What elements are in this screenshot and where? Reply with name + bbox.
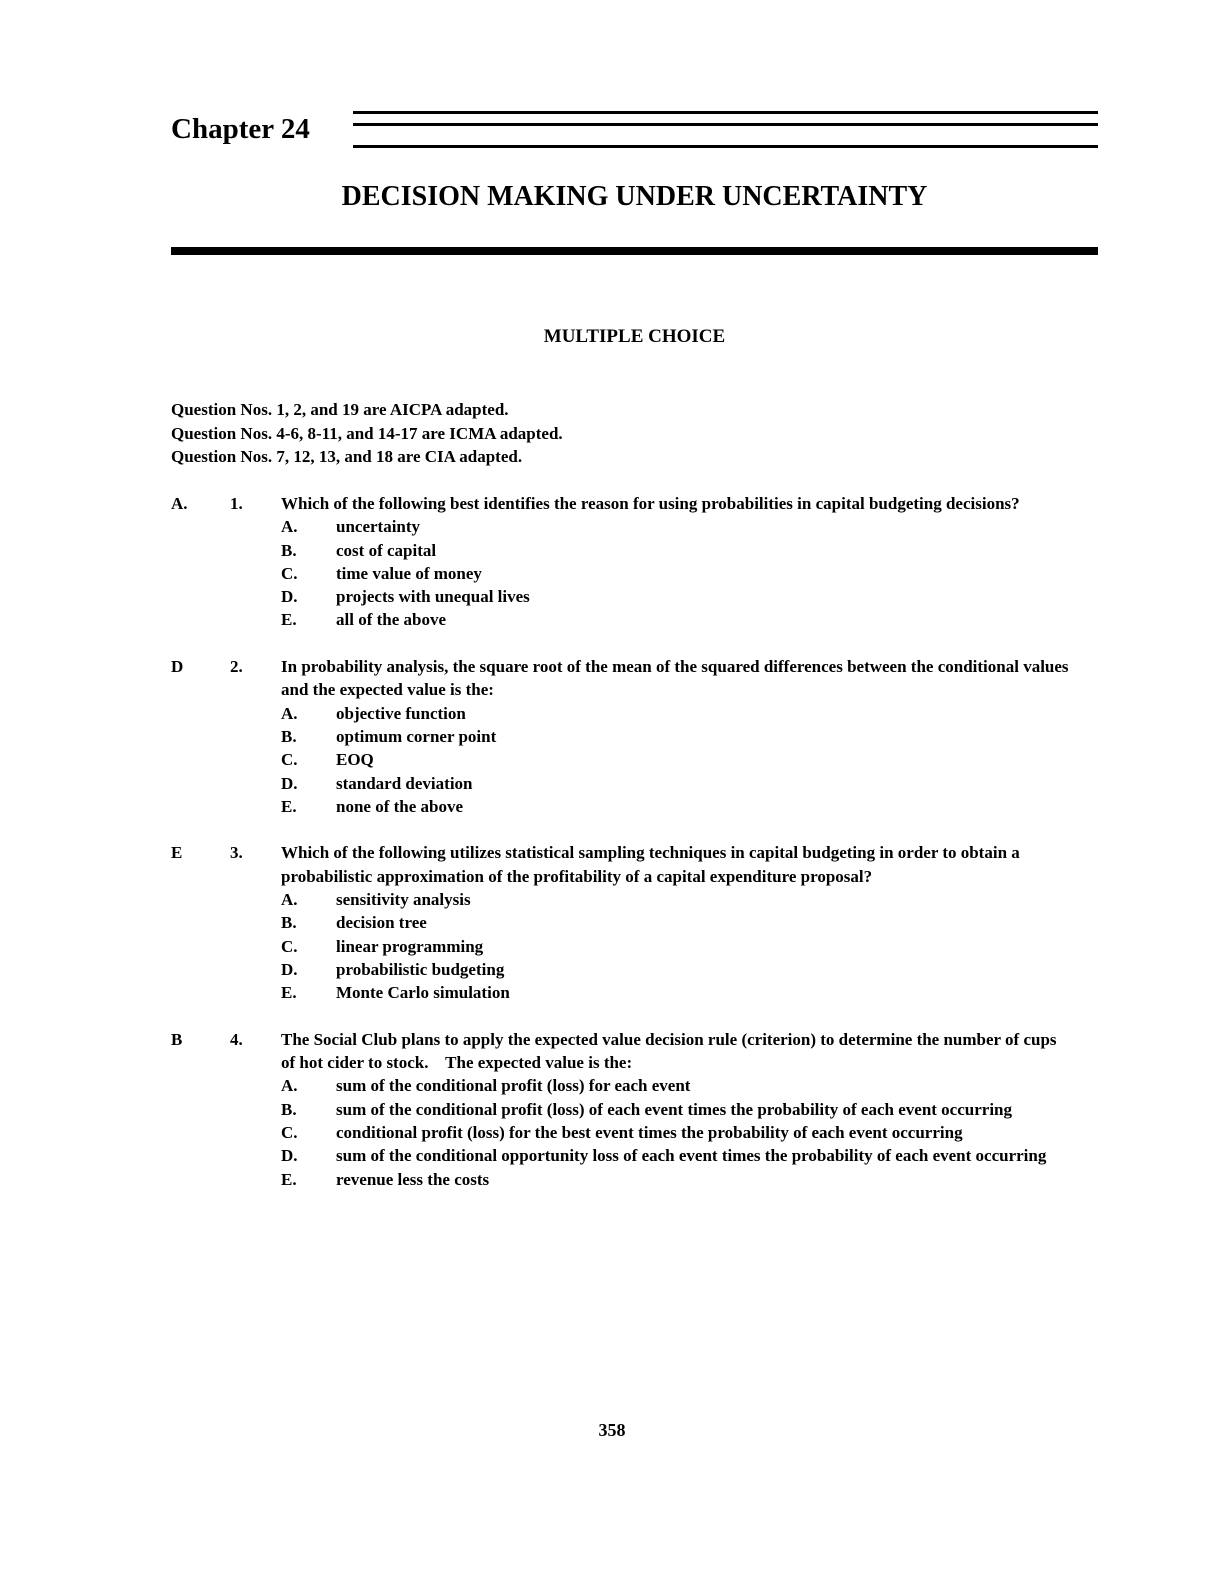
question-text: The Social Club plans to apply the expected value decision rule (criterion) to determine the number of cups of hot cider to stock. The expected value is the: [281,1029,1061,1073]
header-rule-top [353,111,1098,114]
option-text: decision tree [336,913,427,933]
option [281,888,1071,911]
option-text: revenue less the costs [336,1169,490,1189]
option-letter: B. [281,1099,297,1119]
option-letter: B. [281,726,297,746]
source-line: Question Nos. 1, 2, and 19 are AICPA adapted. [171,400,509,419]
option-letter: D. [281,773,298,793]
question-text: Which of the following best identifies the reason for using probabilities in capital budgeting decisions? [281,494,1020,513]
source-line: Question Nos. 7, 12, 13, and 18 are CIA adapted. [171,447,523,466]
option-text: optimum corner point [336,726,497,746]
option-letter: C. [281,1123,298,1143]
option-letter: D. [281,1146,298,1166]
option-text: cost of capital [336,540,437,560]
option [281,539,1071,562]
option [281,958,1071,981]
option [281,562,1071,585]
option-text: uncertainty [336,517,421,537]
option [281,748,1071,771]
option-letter: C. [281,563,298,583]
answer-key: E [171,843,183,863]
answer-key: B [171,1029,183,1049]
question-number: 2. [230,657,243,677]
option-letter: C. [281,936,298,956]
option-letter: A. [281,1076,298,1096]
option [281,1074,1071,1097]
option-letter: A. [281,703,298,723]
header-rule-bottom [353,145,1098,148]
question-text: In probability analysis, the square root of the mean of the squared differences between the conditional values and the expected value is the: [281,657,1069,700]
option [281,1168,1071,1191]
answer-key: A. [171,494,188,513]
option-letter: A. [281,517,298,537]
option-text: probabilistic budgeting [336,959,505,979]
question-body [281,1028,1071,1191]
question-number: 1. [230,494,243,513]
option-text: EOQ [336,750,374,770]
option-letter: A. [281,890,298,910]
option-text: objective function [336,703,466,723]
question-body [281,841,1071,1004]
option [281,725,1071,748]
title-divider [171,247,1098,255]
question-number: 4. [230,1029,243,1049]
option-text: all of the above [336,610,447,630]
header-rule-middle [353,123,1098,126]
option-letter: B. [281,540,297,560]
question-sources [171,398,563,469]
question-list [171,492,1071,1214]
option-letter: B. [281,913,297,933]
option [281,1098,1071,1121]
question-body [281,655,1071,818]
question-2 [171,655,1071,818]
option [281,585,1071,608]
option-letter: E. [281,983,297,1003]
option [281,608,1071,631]
option-text: sensitivity analysis [336,890,471,910]
question-4 [171,1028,1071,1191]
page-number: 358 [598,1420,626,1440]
option [281,1121,1071,1144]
option-letter: C. [281,750,298,770]
question-1 [171,492,1071,632]
option-text: sum of the conditional profit (loss) for each event [336,1076,691,1096]
chapter-title: DECISION MAKING UNDER UNCERTAINTY [341,181,928,212]
option-text: conditional profit (loss) for the best event times the probability of each event occurring [336,1123,963,1143]
option-text: sum of the conditional profit (loss) of each event times the probability of each event occurring [336,1099,1012,1119]
option-letter: E. [281,610,297,630]
chapter-label: Chapter 24 [171,113,310,145]
option-letter: E. [281,796,297,816]
option [281,1144,1071,1167]
option-text: time value of money [336,563,482,583]
option-letter: D. [281,587,298,607]
option-text: Monte Carlo simulation [336,983,510,1003]
option-letter: E. [281,1169,297,1189]
option-letter: D. [281,959,298,979]
option-text: standard deviation [336,773,473,793]
question-3 [171,841,1071,1004]
option-text: projects with unequal lives [336,587,530,607]
option [281,772,1071,795]
option [281,702,1071,725]
option-text: linear programming [336,936,484,956]
option [281,795,1071,818]
question-body [281,492,1071,632]
section-title: MULTIPLE CHOICE [543,326,726,347]
question-text: Which of the following utilizes statistical sampling techniques in capital budgeting in order to obtain a probabilistic approximation of the profitability of a capital expenditure proposal? [281,843,1020,886]
option [281,515,1071,538]
option [281,911,1071,934]
option-text: sum of the conditional opportunity loss of each event times the probability of each event occurring [336,1146,1047,1166]
source-line: Question Nos. 4-6, 8-11, and 14-17 are ICMA adapted. [171,423,563,443]
question-number: 3. [230,843,243,863]
option-text: none of the above [336,796,464,816]
option [281,981,1071,1004]
option [281,935,1071,958]
answer-key: D [171,657,184,677]
